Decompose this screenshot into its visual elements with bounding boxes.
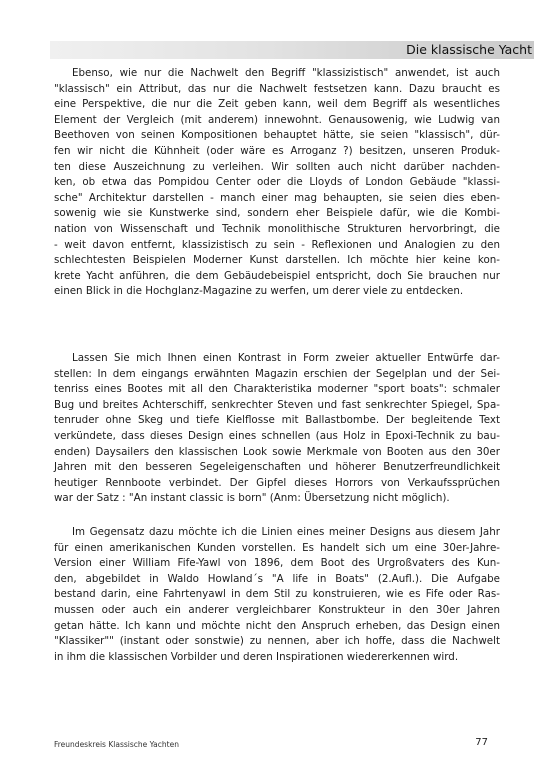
text-line: Bug und breites Achterschiff, senkrechter Steven und fast senkrechter Spiegel, Spa- — [54, 398, 500, 411]
text-line: Jahren mit den besseren Segeleigenschaften und höherer Benutzerfreundlichkeit — [54, 461, 500, 474]
text-line: Element der Vergleich (mit anderem) innewohnt. Genausowenig, wie Ludwig van — [54, 113, 500, 126]
text-line: sche" Architektur darstellen - manch einer mag behaupten, sie seien dies eben- — [54, 191, 500, 204]
text-line: für einen amerikanischen Kunden vorstellen. Es handelt sich um eine 30er-Jahre- — [54, 541, 500, 554]
paragraph-2 — [54, 351, 500, 507]
text-line: bestand darin, eine Fahrtenyawl in dem Stil zu konstruieren, wie es Fife oder Ras- — [54, 588, 500, 601]
text-line: tenruder ohne Skeg und tiefe Kielflosse mit Ballastbombe. Der begleitende Text — [54, 414, 500, 427]
text-line: enden) Daysailers den klassischen Look sowie Merkmale von Booten aus den 30er — [54, 445, 500, 458]
text-line: verkündete, dass dieses Design eines schnellen (aus Holz in Epoxi-Technik zu bau- — [54, 429, 500, 442]
text-line: - weit davon entfernt, klassizistisch zu sein - Reflexionen und Analogien zu den — [54, 238, 500, 251]
text-line: Version einer William Fife-Yawl von 1896, dem Boot des Urgroßvaters des Kun- — [54, 557, 500, 570]
text-line: in ihm die klassischen Vorbilder und deren Inspirationen wiedererkennen wird. — [54, 650, 459, 663]
footer-publisher: Freundeskreis Klassische Yachten — [54, 740, 179, 749]
text-line: "Klassiker"" (instant oder sonstwie) zu nennen, aber ich hoffe, dass die Nachwelt — [54, 635, 500, 648]
text-line: sowenig wie sie Kunstwerke sind, sondern eher Beispiele dafür, wie die Kombi- — [54, 207, 500, 220]
text-line: stellen: In dem eingangs erwähnten Magazin erschien der Segelplan und der Sei- — [54, 367, 500, 380]
text-line: getan hätte. Ich kann und möchte nicht den Anspruch erheben, das Design einen — [54, 619, 500, 632]
page-number: 77 — [475, 737, 488, 748]
text-line: krete Yacht anführen, die dem Gebäudebeispiel entspricht, doch Sie brauchen nur — [54, 269, 500, 282]
text-line: heutiger Rennboote verbindet. Der Gipfel dieses Horrors von Verkaufssprüchen — [54, 476, 500, 489]
paragraph-1 — [54, 66, 500, 300]
text-line: war der Satz : "An instant classic is born" (Anm: Übersetzung nicht möglich). — [54, 492, 450, 505]
page-title: Die klassische Yacht — [406, 42, 532, 57]
text-line: Im Gegensatz dazu möchte ich die Linien eines meiner Designs aus diesem Jahr — [72, 526, 500, 538]
text-line: mussen oder auch ein anderer vergleichbarer Konstrukteur in den 30er Jahren — [54, 603, 500, 616]
text-line: nation von Wissenschaft und Technik monolithische Strukturen hervorbringt, die — [54, 222, 500, 235]
text-line: schlechtesten Beispielen Moderner Kunst darstellen. Ich möchte hier keine kon- — [54, 254, 500, 267]
text-line: Ebenso, wie nur die Nachwelt den Begriff "klassizistisch" anwendet, ist auch — [72, 67, 500, 79]
text-line: einen Blick in die Hochglanz-Magazine zu werfen, um derer viele zu entdecken. — [54, 285, 464, 298]
text-line: Beethoven von seinen Kompositionen behauptet hätte, sie seien "klassisch", dür- — [54, 129, 500, 142]
text-line: ken, ob etwa das Pompidou Center oder die Lloyds of London Gebäude "klassi- — [54, 176, 500, 189]
text-line: eine Perspektive, die nur die Zeit geben kann, weil dem Begriff als wesentliches — [54, 98, 500, 111]
text-line: den, abgebildet in Waldo Howland´s "A life in Boats" (2.Aufl.). Die Aufgabe — [54, 572, 500, 585]
paragraph-3 — [54, 525, 500, 665]
text-line: "klassisch" ein Attribut, das nur die Nachwelt festsetzen kann. Dazu braucht es — [54, 82, 500, 95]
text-line: ten diese Auszeichnung zu verleihen. Wir sollten auch nicht darüber nachden- — [54, 160, 500, 173]
text-line: tenriss eines Bootes mit all den Charakteristika moderner "sport boats": schmaler — [54, 383, 500, 396]
text-line: Lassen Sie mich Ihnen einen Kontrast in Form zweier aktueller Entwürfe dar- — [72, 352, 500, 364]
text-line: fen wir nicht die Kühnheit (oder wäre es Arroganz ?) besitzen, unseren Produk- — [54, 144, 500, 157]
